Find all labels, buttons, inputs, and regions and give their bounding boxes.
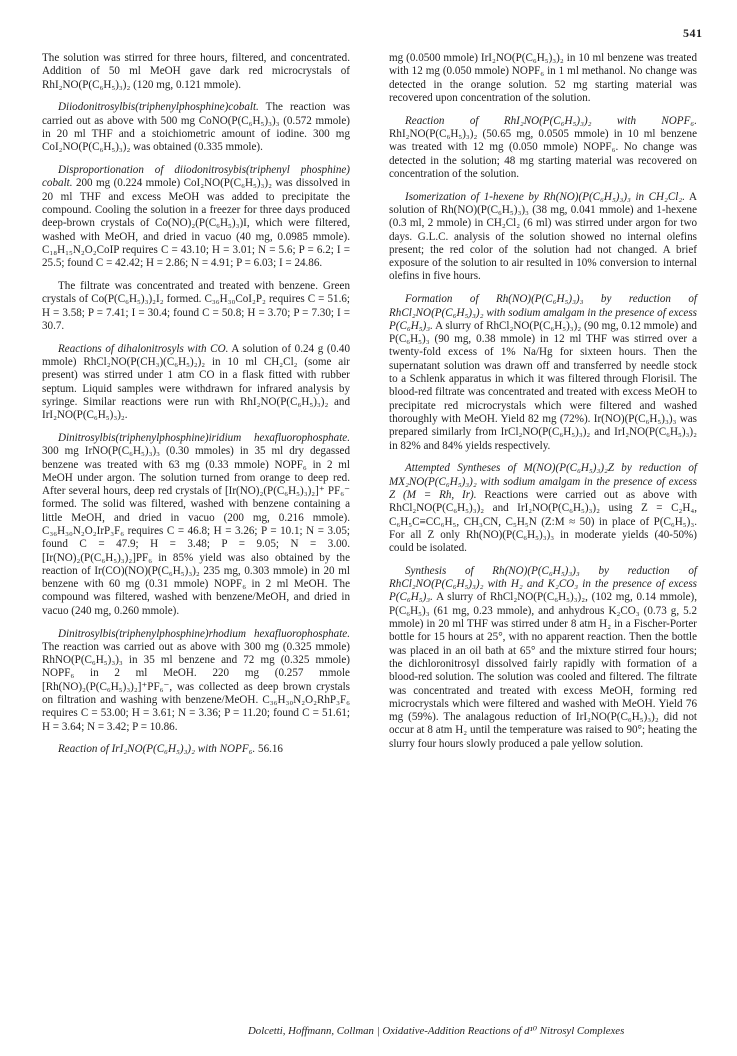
paragraph-heading: Disproportionation of diiodonitrosybis(triphenyl phosphine) cobalt. — [42, 164, 350, 190]
paragraph — [42, 743, 350, 756]
paragraph-text: Reactions were carried out as above with RhCl₂NO(P(C₆H₅)₃)₂ and IrI₂NO(P(C₆H₅)₃)₂ using Z = C₂H₄, C₆H₅C≡CC₆H₅, CH₃CN, C₅H₅N (Z:M ≈ 50) in place of P(C₆H₅)₃. For all Z only Rh(NO)(P(C₆H₅)₃)₃ in moderate yields (40-50%) could be isolated. — [389, 488, 697, 555]
paragraph-text: The filtrate was concentrated and treated with benzene. Green crystals of Co(P(C₆H₅)₃)₂I₂ formed. C₃₆H₃₀CoI₂P₂ requires C = 51.6; H = 3.58; P = 7.41; I = 30.4; found C = 50.8; H = 3.70; P = 7.30; I = 30.7. — [42, 279, 350, 332]
paragraph-text: 300 mg IrNO(P(C₆H₅)₃)₃ (0.30 mmoles) in 35 ml dry degassed benzene was treated with 63 mg (0.33 mmole) NOPF₆ in 2 ml MeOH under argon. The solution turned from orange to deep red. After several hours, deep red crystals of [Ir(NO)₂(P(C₆H₅)₃)₂]⁺ PF₆⁻ formed. The solid was filtered, washed with benzene containing a little MeOH, and dried in vacuo (200 mg, 0.216 mmole). C₃₆H₃₀N₂O₂IrP₃F₆ requires C = 46.8; H = 3.26; P = 10.1; N = 3.05; found C = 47.9; H = 3.48; P = 9.05; N = 3.00. [Ir(NO)₂(P(C₆H₅)₃)₂]PF₆ in 85% yield was also obtained by the reaction of Ir(CO)(NO)(P(C₆H₅)₃)₂ 235 mg, 0.303 mmole) in 20 ml benzene with 60 mg (0.31 mmole) NOPF₆ in 2 ml MeOH. The compound was filtered, washed with benzene/MeOH, and dried in vacuo (240 mg, 0.260 mmole). — [42, 445, 350, 617]
paragraph-heading: Synthesis of Rh(NO)(P(C₆H₅)₃)₃ by reduction of RhCl₂NO(P(C₆H₅)₃)₂ with H₂ and K₂CO₃ in the presence of excess P(C₆H₅)₃. — [389, 564, 697, 604]
paragraph-text: A slurry of RhCl₂NO(P(C₆H₅)₃)₂, (102 mg, 0.14 mmole), P(C₆H₅)₃ (61 mg, 0.23 mmole), and anhydrous K₂CO₃ (0.73 g, 5.2 mmole) in 20 ml THF was stirred under 8 atm H₂ in a Fischer-Porter bottle for 15 hours at 25°, with no apparent reaction. Then the bottle was placed in an oil bath at 65° and the mixture stirred four hours; the dichloronitrosyl dissolved fairly rapidly with formation of a blood-red solution. The solution was cooled and filtered. The filtrate was concentrated and treated with excess MeOH, forming red microcrystals which were filtered and washed with MeOH. Yield 76 mg (59%). The analagous reduction of IrI₂NO(P(C₆H₅)₃)₂ did not occur at 8 atm H₂ until the temperature was raised to 90°; heating the slurry four hours slowly produced a pale yellow solution. — [389, 591, 697, 750]
page-number: 541 — [683, 26, 703, 40]
paragraph-text: A slurry of RhCl₂NO(P(C₆H₅)₃)₂ (90 mg, 0.12 mmole) and P(C₆H₅)₃ (90 mg, 0.38 mmole) in 12 ml THF was stirred over a twenty-fold excess of 1% Na/Hg for sixteen hours. Then the supernatant solution was drawn off and transferred by needle stock to a Schlenk apparatus in which it was filtered through Florisil. The blood-red filtrate was concentrated and treated with excess MeOH to precipitate red microcrystals which were filtered and washed thoroughly with MeOH. Yield 82 mg (72%). Ir(NO)(P(C₆H₅)₃)₃ was prepared similarly from IrCl₂NO(P(C₆H₅)₃)₂ and IrI₂NO(P(C₆H₅)₃)₂ in 82% and 84% yields respectively. — [389, 319, 697, 452]
paragraph-heading: Dinitrosylbis(triphenylphosphine)rhodium hexafluorophosphate. — [58, 627, 350, 640]
paragraph-heading: Isomerization of 1-hexene by Rh(NO)(P(C₆H₅)₃)₃ in CH₂Cl₂. — [405, 190, 686, 203]
paragraph-text: The reaction was carried out as above with 300 mg (0.325 mmole) RhNO(P(C₆H₅)₃)₃ in 35 ml benzene and 72 mg (0.325 mmole) NOPF₆ in 2 ml MeOH. 220 mg (0.257 mmole [Rh(NO)₂(P(C₆H₅)₃)₂]⁺PF₆⁻, was collected as deep brown crystals on filtration and washing with benzene/MeOH. C₃₆H₃₀N₂O₂RhP₃F₆ requires C = 53.00; H = 3.61; N = 3.36; P = 11.20; found C = 51.61; H = 3.64; N = 3.42; P = 10.86. — [42, 640, 350, 733]
left-column — [42, 52, 350, 766]
paragraph — [42, 164, 350, 270]
paragraph — [389, 462, 697, 555]
paragraph-heading: Dinitrosylbis(triphenylphosphine)iridium hexafluorophosphate. — [58, 431, 350, 444]
paragraph-heading: Reaction of RhI₂NO(P(C₆H₅)₃)₂ with NOPF₆. — [405, 114, 697, 127]
paragraph-text: 56.16 — [258, 743, 283, 756]
paragraph-heading: Reaction of IrI₂NO(P(C₆H₅)₃)₂ with NOPF₆. — [58, 743, 256, 756]
paragraph — [42, 52, 350, 92]
paragraph-text: A solution of Rh(NO)(P(C₆H₅)₃)₃ (38 mg, 0.041 mmole) and 1-hexene (0.3 ml, 2 mmole) in CH₂Cl₂ (6 ml) was stirred under argon for two days. G.L.C. analysis of the solution showed no internal olefins present; the red color of the solution had not changed. A brief exposure of the solution to air resulted in 10% conversion to internal olefins in five hours. — [389, 190, 697, 283]
right-column — [389, 52, 697, 761]
paragraph-heading: Attempted Syntheses of M(NO)(P(C₆H₅)₃)₂Z by reduction of MX₂NO(P(C₆H₅)₃)₂ with sodium amalgam in the presence of excess Z (M = Rh, Ir). — [389, 462, 697, 501]
paragraph — [389, 565, 697, 751]
paragraph-heading: Formation of Rh(NO)(P(C₆H₅)₃)₃ by reduction of RhCl₂NO(P(C₆H₅)₃)₂ with sodium amalgam in the presence of excess P(C₆H₅)₃. — [389, 293, 697, 332]
paragraph — [389, 52, 697, 105]
paragraph-text: The reaction was carried out as above with 500 mg CoNO(P(C₆H₅)₃)₃ (0.572 mmole) in 20 ml THF and a stoichiometric amount of iodine. 300 mg CoI₂NO(P(C₆H₅)₃)₂ was obtained (0.335 mmole). — [42, 101, 350, 154]
paragraph-text: mg (0.0500 mmole) IrI₂NO(P(C₆H₅)₃)₂ in 10 ml benzene was treated with 12 mg (0.050 mmole) NOPF₆ in 1 ml methanol. No change was detected in the orange solution. 52 mg starting material was recovered upon concentration of the solution. — [389, 52, 697, 104]
paragraph — [42, 101, 350, 154]
paragraph — [389, 115, 697, 181]
paragraph — [389, 191, 697, 284]
paragraph — [42, 628, 350, 734]
paragraph — [42, 343, 350, 423]
running-footer: Dolcetti, Hoffmann, Collman | Oxidative-Addition Reactions of d¹⁰ Nitrosyl Complexes — [248, 1025, 625, 1037]
paragraph-text: The solution was stirred for three hours, filtered, and concentrated. Addition of 50 ml MeOH gave dark red microcrystals of RhI₂NO(P(C₆H₅)₃)₂ (120 mg, 0.121 mmole). — [42, 52, 350, 91]
paragraph — [389, 293, 697, 453]
paragraph-heading: Reactions of dihalonitrosyls with CO. — [58, 342, 229, 355]
paragraph-text: RhI₂NO(P(C₆H₅)₃)₂ (50.65 mg, 0.0505 mmole) in 10 ml benzene was treated with 12 mg (0.050 mmole) NOPF₆. No change was detected in the solution; 48 mg starting material was recovered on concentration of the solution. — [389, 127, 697, 180]
paragraph-text: A solution of 0.24 g (0.40 mmole) RhCl₂NO(P(CH₃)(C₆H₅)₂)₂ in 10 ml CH₂Cl₂ (some air present) was stirred under 1 atm CO in a flask fitted with rubber septum. Liquid samples were withdrawn for infrared analysis by syringe. Similar reactions were run with RhI₂NO(P(C₆H₅)₃)₂ and IrI₂NO(P(C₆H₅)₃)₂. — [42, 342, 351, 422]
paragraph-heading: Diiodonitrosylbis(triphenylphosphine)cobalt. — [58, 101, 259, 114]
paragraph — [42, 432, 350, 618]
paragraph-text: 200 mg (0.224 mmole) CoI₂NO(P(C₆H₅)₃)₂ was dissolved in 20 ml THF and excess MeOH was added to precipitate the compound. Cooling the solution in a freezer for three days produced deep-brown crystals of Co(NO)₂(P(C₆H₅)₃)I, which were filtered, washed with MeOH, and dried in vacuo (40 mg, 0.0985 mmole). C₁₈H₁₅N₂O₂CoIP requires C = 43.10; H = 3.01; N = 5.6; P = 6.2; I = 25.5; found C = 42.42; H = 2.86; N = 4.91; P = 6.03; I = 24.86. — [42, 177, 350, 270]
paragraph — [42, 280, 350, 333]
